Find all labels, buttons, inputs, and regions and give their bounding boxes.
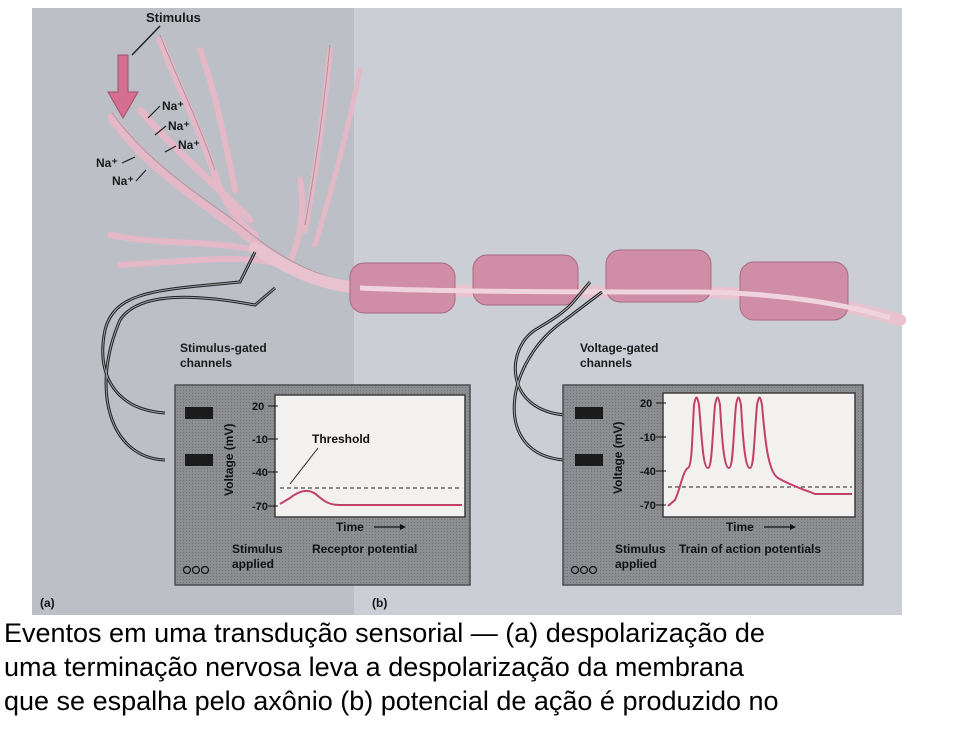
action-potential-label: Train of action potentials [679,542,822,556]
input-jack [185,454,213,466]
y-tick: -10 [252,434,268,446]
caption-line: uma terminação nervosa leva a despolarização da membrana [4,652,744,682]
panel-label-b: (b) [372,596,388,610]
y-tick: 20 [252,401,265,413]
na-ion: Na⁺ [162,99,184,113]
oscilloscope-screen [275,395,465,517]
voltage-gated-label: channels [580,356,633,370]
receptor-potential-label: Receptor potential [312,542,418,556]
figure-caption [4,616,954,718]
x-axis-label: Time [336,520,364,534]
y-tick: -40 [252,467,268,479]
input-jack [575,454,603,466]
caption-line: Eventos em uma transdução sensorial — (a) despolarização de [4,618,765,648]
stimulus-label: Stimulus [146,10,201,25]
stimulus-gated-label: channels [180,356,233,370]
x-axis-label: Time [726,520,754,534]
voltmeter-a [175,385,470,585]
voltage-gated-label: Voltage-gated [580,341,659,355]
stimulus-gated-label: Stimulus-gated [180,341,267,355]
y-axis-label: Voltage (mV) [611,421,625,494]
caption-line: que se espalha pelo axônio (b) potencial de ação é produzido no [4,686,779,716]
y-tick: -40 [640,466,656,478]
y-tick: -70 [252,501,268,513]
stimulus-applied-label: applied [615,557,658,571]
y-tick: -10 [640,432,656,444]
y-axis-label: Voltage (mV) [222,423,236,496]
input-jack [185,407,213,419]
stimulus-applied-label: applied [232,557,275,571]
stimulus-applied-label: Stimulus [232,542,283,556]
na-ion: Na⁺ [178,138,200,152]
na-ion: Na⁺ [112,174,134,188]
na-ion: Na⁺ [168,119,190,133]
y-tick: -70 [640,500,656,512]
na-ion: Na⁺ [96,156,118,170]
y-tick: 20 [640,398,653,410]
stimulus-applied-label: Stimulus [615,542,666,556]
panel-label-a: (a) [40,596,55,610]
threshold-label: Threshold [312,432,371,446]
input-jack [575,407,603,419]
voltmeter-b [563,385,863,585]
